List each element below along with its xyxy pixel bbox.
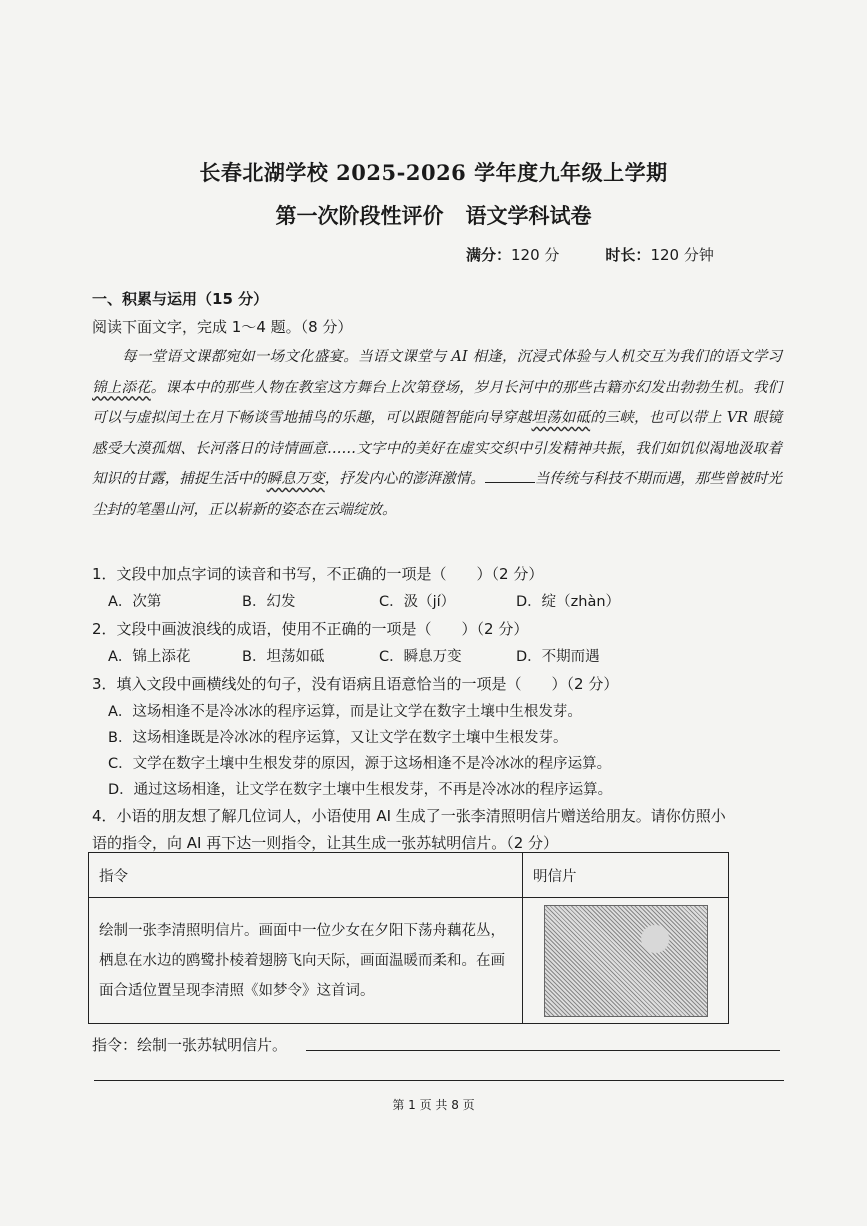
exam-meta [466, 244, 714, 265]
q1-option-d[interactable]: D．绽（zhàn） [516, 594, 621, 610]
reading-passage [92, 342, 782, 525]
page-footer: 第 1 页 共 8 页 [392, 1098, 475, 1112]
score-label: 满分： [466, 246, 512, 264]
question-1-options [108, 590, 728, 610]
postcard-image [544, 905, 708, 1017]
exam-stage-title: 第一次阶段性评价 [275, 203, 444, 228]
answer-prompt: 指令：绘制一张苏轼明信片。 [92, 1036, 288, 1054]
q3-option-c[interactable]: C．文学在数字土壤中生根发芽的原因，源于这场相逢不是冷冰冰的程序运算。 [108, 756, 612, 772]
q2-option-a[interactable]: A．锦上添花 [108, 649, 191, 665]
table-cell-instruction: 绘制一张李清照明信片。画面中一位少女在夕阳下荡舟藕花丛，栖息在水边的鸥鹭扑棱着翅膀飞向天际，画面温暖而柔和。在画面合适位置呈现李清照《如梦令》这首词。 [89, 898, 523, 1024]
q1-option-a[interactable]: A．次第 [108, 594, 162, 610]
fill-blank-line[interactable] [485, 468, 535, 483]
q1-option-b[interactable]: B．幻发 [242, 594, 296, 610]
idiom-wavy-1: 锦上添花 [92, 379, 151, 396]
q3-option-d[interactable]: D．通过这场相逢，让文学在数字土壤中生根发芽，不再是冷冰冰的程序运算。 [108, 782, 613, 798]
q2-option-d[interactable]: D．不期而遇 [516, 649, 600, 665]
table-cell-postcard [523, 898, 729, 1024]
section-heading: 一、积累与运用（15 分） [92, 290, 269, 308]
answer-line-2[interactable] [94, 1080, 784, 1081]
passage-text-4: ，抒发内心的澎湃激情。 [324, 471, 485, 487]
idiom-wavy-2: 坦荡如砥 [531, 410, 591, 426]
question-3-stem: 3．填入文段中画横线处的句子，没有语病且语意恰当的一项是（ ）（2 分） [92, 675, 619, 693]
q1-option-c[interactable]: C．汲（jí） [379, 594, 456, 610]
time-value: 120 分钟 [650, 246, 714, 264]
exam-title-line2 [0, 200, 867, 230]
question-2-options [108, 645, 728, 665]
instruction-postcard-table [88, 852, 729, 1024]
q2-option-c[interactable]: C．瞬息万变 [379, 649, 462, 665]
question-2-stem: 2．文段中画波浪线的成语，使用不正确的一项是（ ）（2 分） [92, 620, 529, 638]
time-label: 时长： [605, 246, 651, 264]
passage-text-5: 当传统与科技不期而遇，那些曾被时光尘封的笔墨山河，正以崭新的姿态在云端绽放。 [92, 471, 783, 518]
q2-option-b[interactable]: B．坦荡如砥 [242, 649, 325, 665]
passage-text-3: 的三峡，也可以带上 VR 眼镜感受大漠孤烟、长河落日的诗情画意……文字中的美好在虚实交织中引发精神共振，我们如饥似渴地汲取着知识的甘露，捕捉生活中的 [92, 410, 783, 487]
passage-text-1: 每一堂语文课都宛如一场文化盛宴。当语文课堂与 AI 相逢，沉浸式体验与人机交互为我们的语文学习 [122, 349, 782, 365]
table-header-postcard: 明信片 [523, 853, 729, 898]
table-header-instruction: 指令 [89, 853, 523, 898]
idiom-wavy-3: 瞬息万变 [266, 471, 325, 487]
exam-title-line1: 长春北湖学校 2025-2026 学年度九年级上学期 [199, 160, 668, 185]
q3-option-a[interactable]: A．这场相逢不是冷冰冰的程序运算，而是让文学在数字土壤中生根发芽。 [108, 704, 582, 720]
question-4-stem-2: 语的指令，向 AI 再下达一则指令，让其生成一张苏轼明信片。（2 分） [92, 834, 559, 852]
q3-option-b[interactable]: B．这场相逢既是冷冰冰的程序运算，又让文学在数字土壤中生根发芽。 [108, 730, 568, 746]
section-instruction: 阅读下面文字，完成 1～4 题。（8 分） [92, 318, 353, 336]
passage-text-2: 。课本中的那些人物在教室这方舞台上次第登场，岁月长河中的那些古籍亦幻发出勃勃生机。我们可以与虚拟闰土在月下畅谈雪地捕鸟的乐趣，可以跟随智能向导穿越 [92, 379, 783, 426]
question-4-stem-1: 4．小语的朋友想了解几位词人，小语使用 AI 生成了一张李清照明信片赠送给朋友。请你仿照小 [92, 807, 726, 825]
exam-subject-title: 语文学科试卷 [465, 203, 592, 228]
answer-line-1[interactable] [306, 1050, 780, 1051]
score-value: 120 分 [511, 246, 560, 264]
question-1-stem: 1．文段中加点字词的读音和书写，不正确的一项是（ ）（2 分） [92, 565, 544, 583]
